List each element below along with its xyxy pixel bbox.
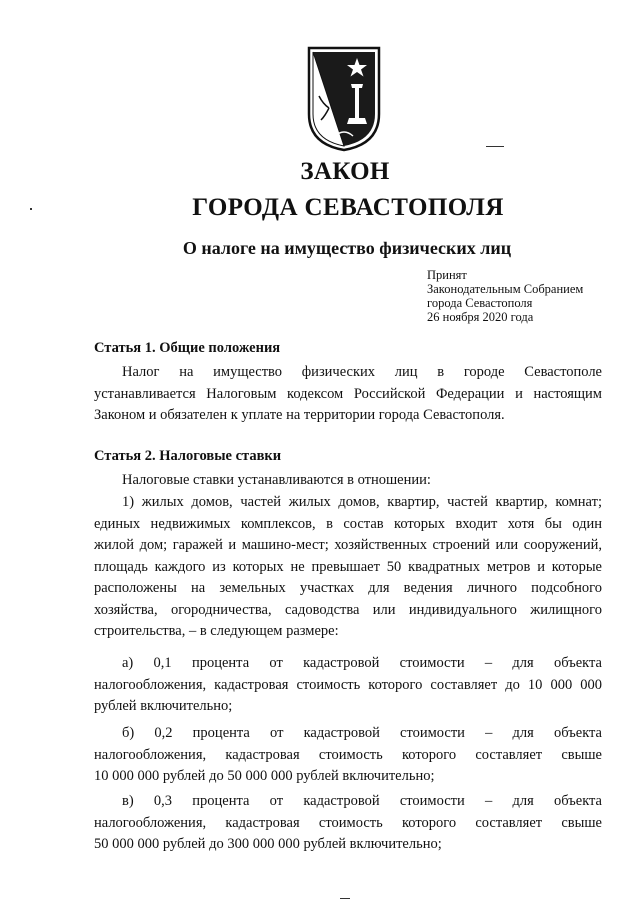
- scan-speck: [486, 146, 504, 147]
- article-1-body: [94, 362, 602, 427]
- text-line: в) 0,3 процента от кадастровой стоимости – для объекта: [122, 793, 602, 809]
- article-1-heading: Статья 1. Общие положения: [94, 340, 281, 356]
- text-line: а) 0,1 процента от кадастровой стоимости – для объекта: [122, 655, 602, 671]
- article-2-intro: [94, 470, 602, 492]
- coat-of-arms-icon: [305, 44, 383, 152]
- adoption-line: города Севастополя: [427, 296, 533, 310]
- text-line: площадь каждого из которых не превышает 50 квадратных метров и которые: [94, 558, 602, 575]
- text-line: Налог на имущество физических лиц в городе Севастополе: [122, 364, 602, 380]
- scan-speck: [30, 208, 32, 210]
- document-subtitle: ГОРОДА СЕВАСТОПОЛЯ: [192, 194, 504, 221]
- adoption-date: 26 ноября 2020 года: [427, 310, 534, 324]
- text-line: налогообложения, кадастровая стоимость которого составляет до 10 000 000: [94, 676, 602, 693]
- article-2-subitem-c: [94, 791, 602, 856]
- text-line: строительства, – в следующем размере:: [94, 623, 339, 639]
- text-line: жилой дом; гаражей и машино-мест; хозяйственных строений или сооружений,: [94, 537, 602, 553]
- adoption-note: [427, 268, 583, 324]
- adoption-line: Принят: [427, 268, 467, 282]
- text-line: 1) жилых домов, частей жилых домов, квартир, частей квартир, комнат;: [122, 494, 602, 510]
- text-line: расположены на земельных участках для ведения личного подсобного: [94, 580, 602, 596]
- text-line: налогообложения, кадастровая стоимость которого составляет свыше: [94, 814, 602, 831]
- text-line: 10 000 000 рублей до 50 000 000 рублей включительно;: [94, 768, 435, 784]
- article-2-subitem-b: [94, 723, 602, 788]
- text-line: единых недвижимых комплексов, в состав которых входит хотя бы один: [94, 515, 602, 532]
- document-title: ЗАКОН: [300, 158, 390, 185]
- text-line: Законом и обязателен к уплате на территории города Севастополя.: [94, 407, 505, 423]
- article-2-subitem-a: [94, 653, 602, 718]
- law-name: О налоге на имущество физических лиц: [182, 238, 512, 258]
- text-line: Налоговые ставки устанавливаются в отношении:: [122, 472, 431, 488]
- article-2-item-1: [94, 492, 602, 643]
- text-line: хозяйства, огородничества, садоводства или индивидуального жилищного: [94, 601, 602, 618]
- text-line: 50 000 000 рублей до 300 000 000 рублей включительно;: [94, 836, 442, 852]
- adoption-line: Законодательным Собранием: [427, 282, 584, 296]
- text-line: рублей включительно;: [94, 698, 233, 714]
- article-2-heading: Статья 2. Налоговые ставки: [94, 448, 282, 464]
- text-line: устанавливается Налоговым кодексом Российской Федерации и настоящим: [94, 385, 602, 402]
- text-line: налогообложения, кадастровая стоимость которого составляет свыше: [94, 746, 602, 763]
- text-line: б) 0,2 процента от кадастровой стоимости – для объекта: [122, 725, 602, 741]
- scan-speck: [340, 898, 350, 899]
